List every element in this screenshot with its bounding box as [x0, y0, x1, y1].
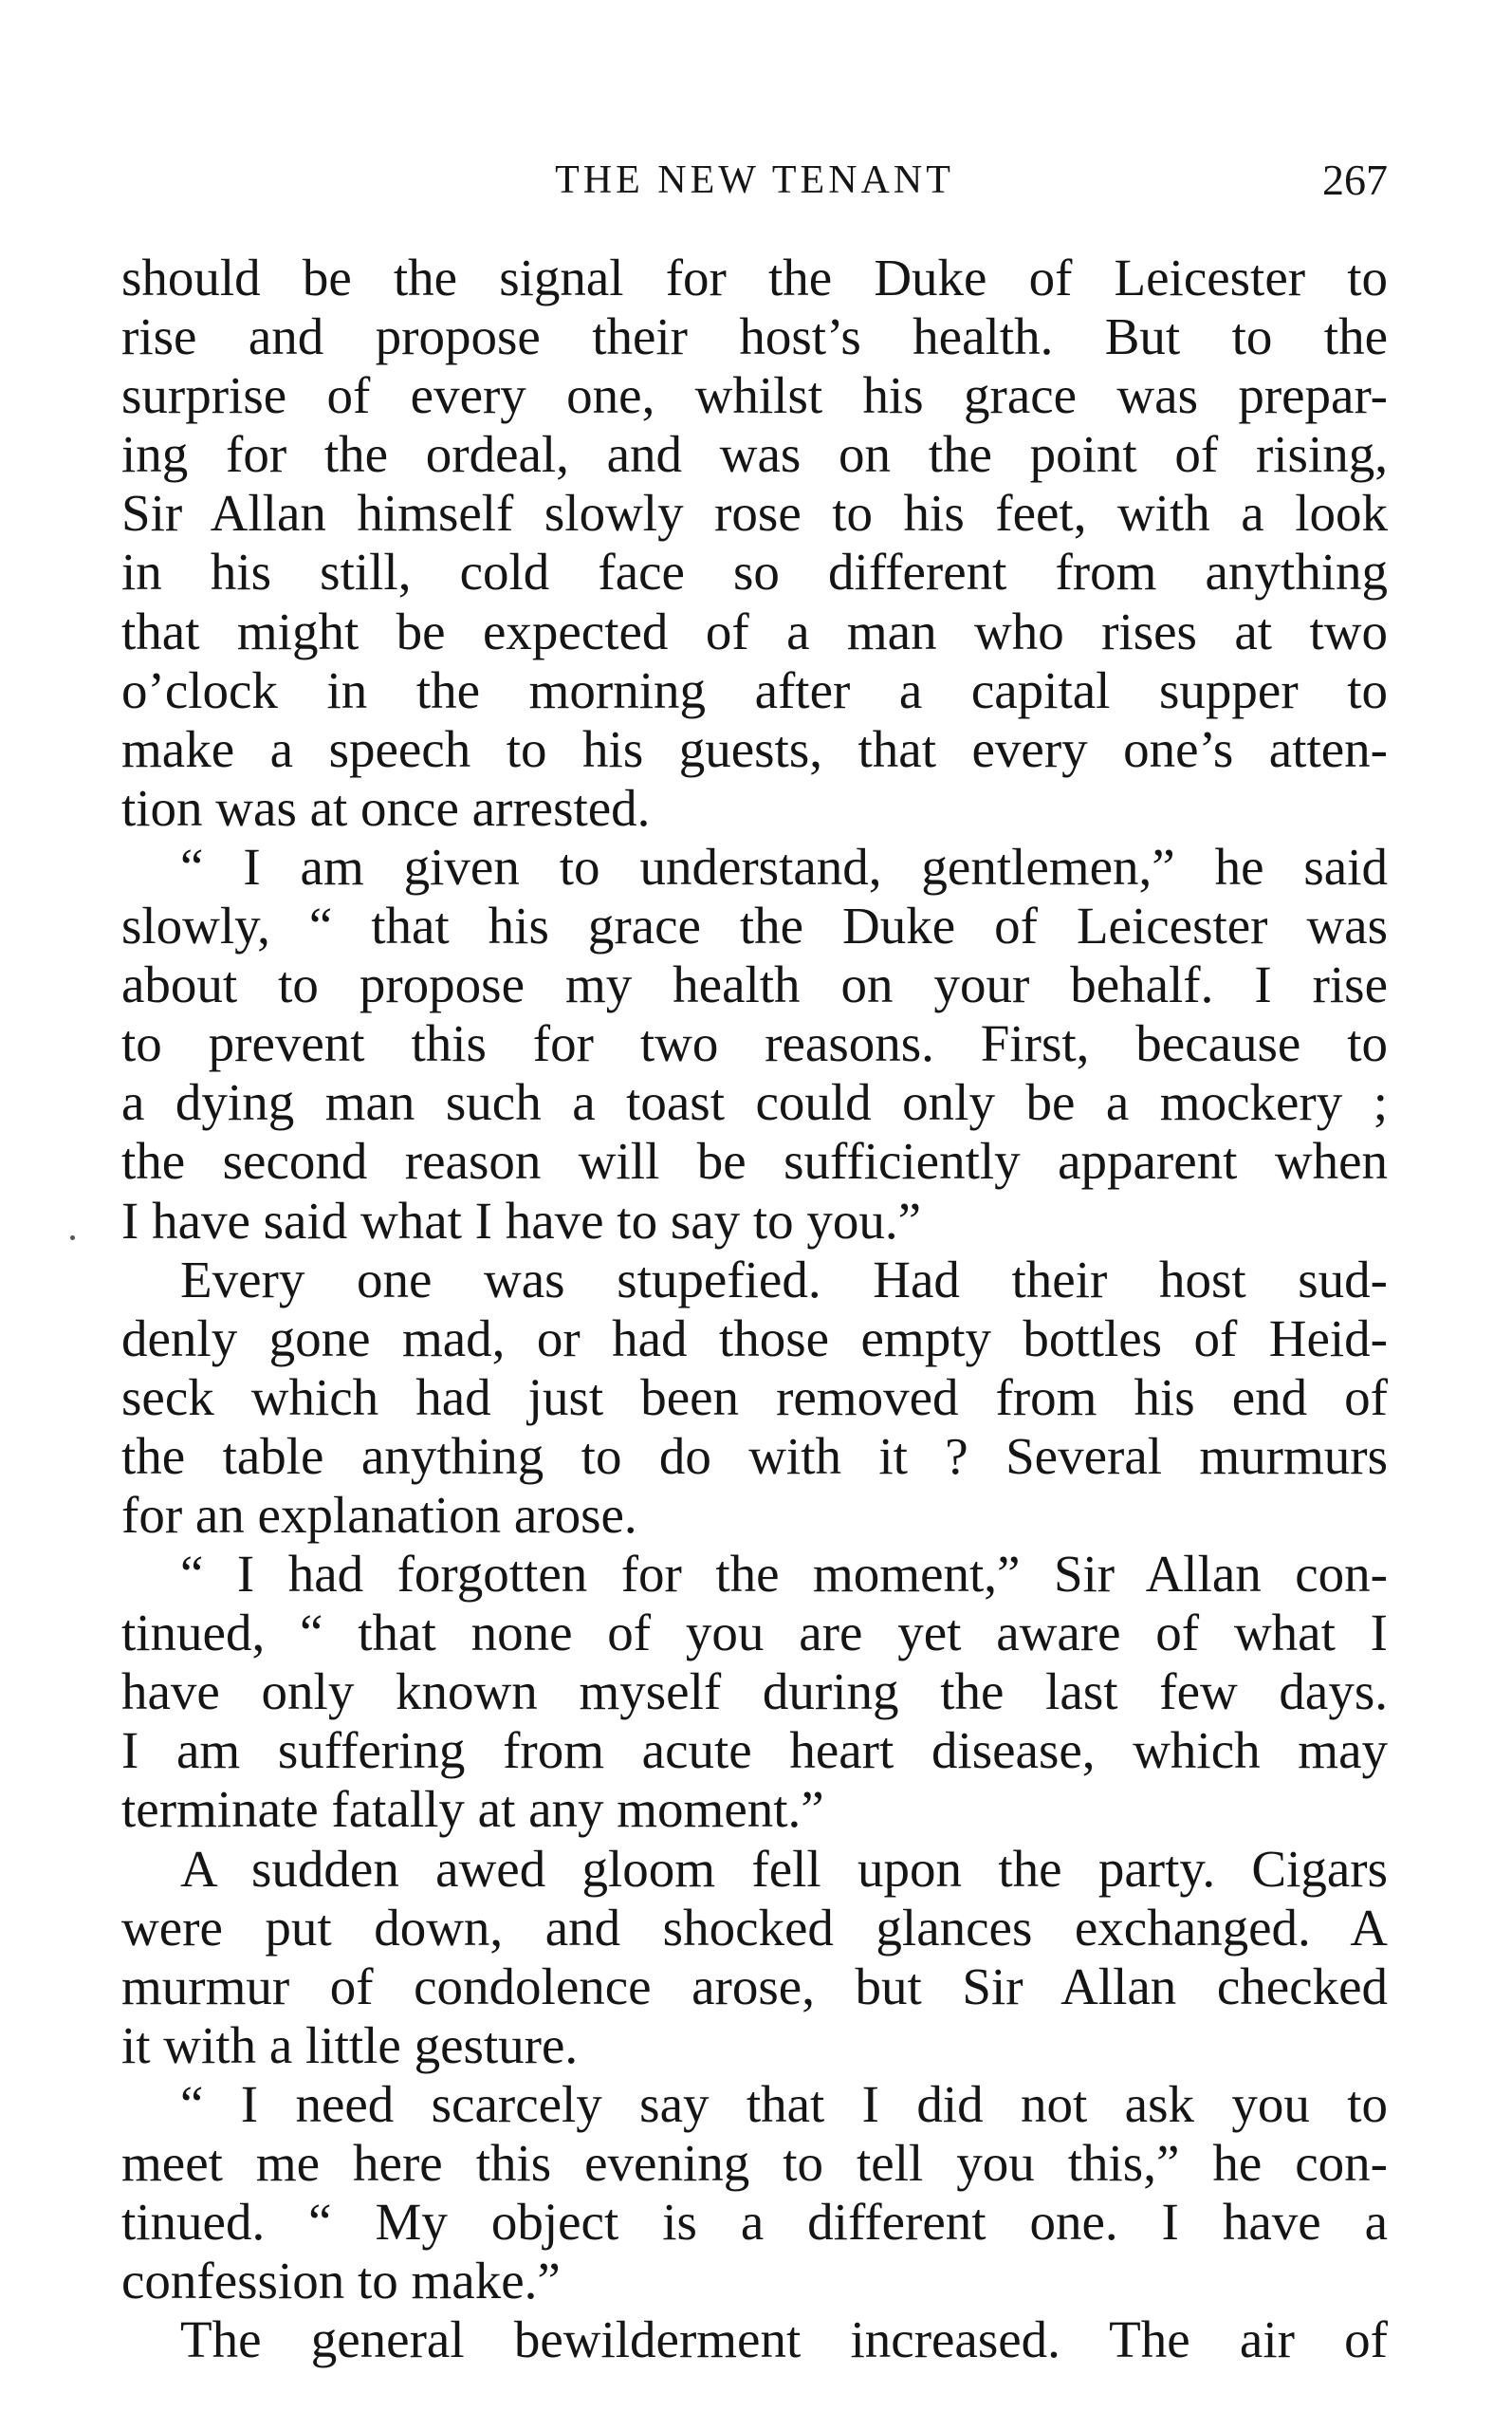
text-line: tion was at once arrested.	[121, 778, 651, 837]
text-line: Every one was stupefied. Had their host sud-	[180, 1250, 1388, 1308]
text-line: “ I am given to understand, gentlemen,” he said	[180, 837, 1388, 896]
text-line: terminate fatally at any moment.”	[121, 1780, 824, 1839]
text-line: “ I had forgotten for the moment,” Sir Allan con-	[180, 1545, 1388, 1604]
text-line: ing for the ordeal, and was on the point of rising,	[121, 425, 1388, 484]
text-line: o’clock in the morning after a capital supper to	[121, 660, 1388, 719]
text-line: murmur of condolence arose, but Sir Allan checked	[121, 1957, 1388, 2015]
text-line: make a speech to his guests, that every one’s atten-	[121, 719, 1388, 778]
stray-ink-dot	[70, 1235, 75, 1240]
body-text	[121, 249, 1388, 2369]
text-line: to prevent this for two reasons. First, because to	[121, 1014, 1388, 1073]
text-line: about to propose my health on your behalf. I rise	[121, 955, 1388, 1014]
text-line: for an explanation arose.	[121, 1485, 637, 1544]
text-line: a dying man such a toast could only be a mockery ;	[121, 1073, 1388, 1132]
text-line: that might be expected of a man who rises at two	[121, 602, 1388, 660]
text-line: tinued, “ that none of you are yet aware of what I	[121, 1604, 1388, 1662]
text-line: the table anything to do with it ? Several murmurs	[121, 1426, 1388, 1485]
running-title: THE NEW TENANT	[555, 158, 954, 202]
text-line: the second reason will be sufficiently apparent when	[121, 1132, 1388, 1191]
text-line: A sudden awed gloom fell upon the party. Cigars	[180, 1839, 1388, 1898]
text-line: were put down, and shocked glances exchanged. A	[121, 1898, 1388, 1957]
text-line: seck which had just been removed from his end of	[121, 1367, 1388, 1426]
text-line: The general bewilderment increased. The air of	[180, 2310, 1388, 2369]
text-line: I have said what I have to say to you.”	[121, 1191, 922, 1250]
text-line: it with a little gesture.	[121, 2015, 579, 2074]
text-line: should be the signal for the Duke of Leicester to	[121, 249, 1388, 306]
text-line: Sir Allan himself slowly rose to his feet, with a look	[121, 484, 1388, 543]
text-line: slowly, “ that his grace the Duke of Leicester was	[121, 897, 1388, 955]
text-line: surprise of every one, whilst his grace was prepar-	[121, 366, 1388, 425]
text-line: meet me here this evening to tell you this,” he con-	[121, 2134, 1388, 2192]
text-line: in his still, cold face so different from anything	[121, 543, 1388, 602]
text-line: “ I need scarcely say that I did not ask you to	[180, 2074, 1388, 2133]
page-number: 267	[1322, 156, 1388, 204]
text-line: denly gone mad, or had those empty bottles of Heid-	[121, 1308, 1388, 1367]
text-line: tinued. “ My object is a different one. I have a	[121, 2193, 1388, 2252]
running-head	[121, 152, 1388, 209]
text-line: have only known myself during the last few days.	[121, 1662, 1388, 1721]
text-line: rise and propose their host’s health. But to the	[121, 307, 1388, 366]
text-line: I am suffering from acute heart disease, which may	[121, 1721, 1388, 1780]
text-line: confession to make.”	[121, 2252, 561, 2310]
